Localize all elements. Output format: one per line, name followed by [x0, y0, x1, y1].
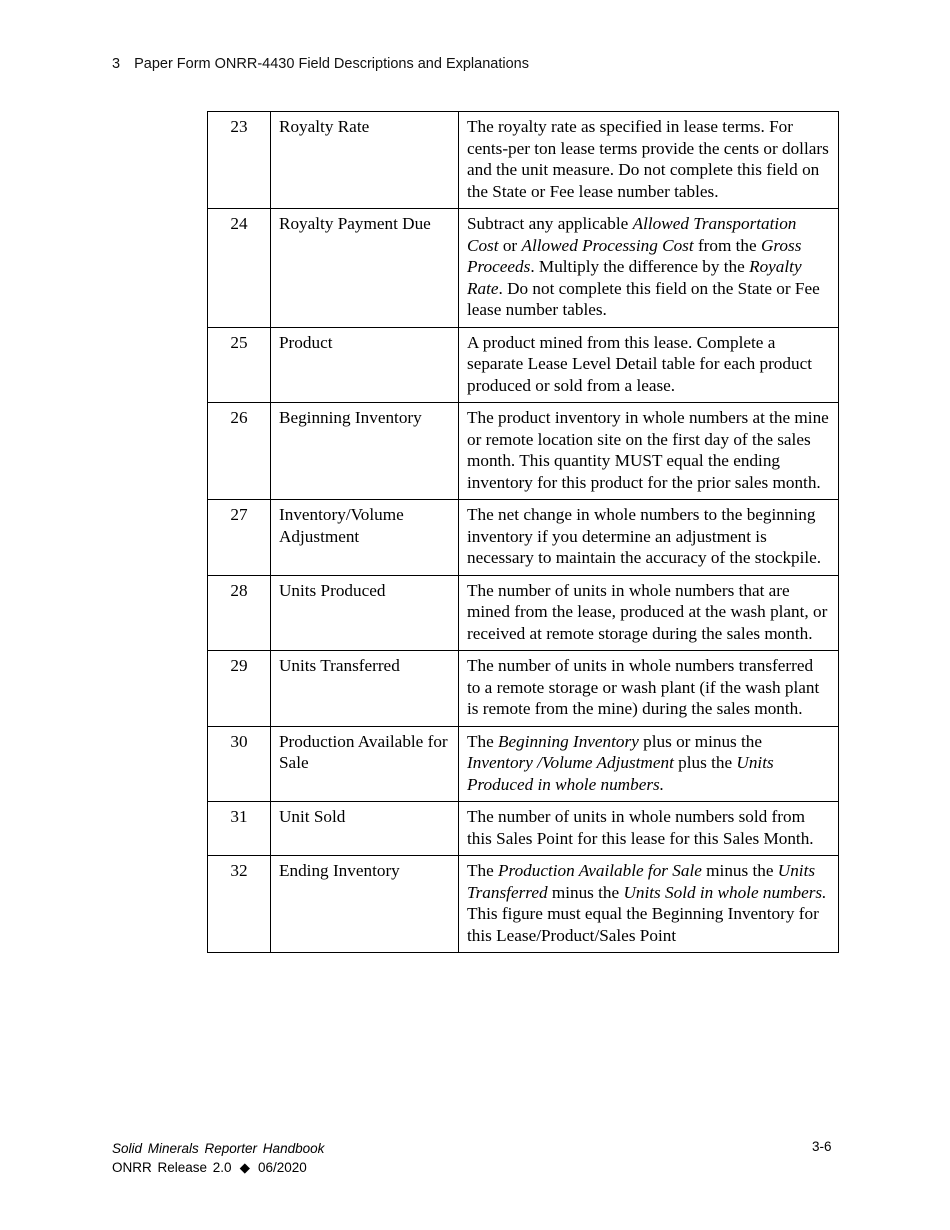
field-description [459, 403, 839, 500]
field-number: 31 [208, 802, 271, 856]
table-row [208, 651, 839, 727]
description-text: . Do not complete this field on the State or Fee lease number tables. [467, 278, 820, 319]
release-date: 06/2020 [257, 1160, 307, 1175]
description-text: minus the [547, 882, 624, 902]
table-row [208, 726, 839, 802]
description-text: The [467, 861, 499, 880]
field-number: 24 [208, 209, 271, 328]
description-text: plus or minus the [638, 731, 763, 751]
section-title: Paper Form ONRR-4430 Field Descriptions and Explanations [134, 56, 529, 72]
release-label: ONRR Release 2.0 [112, 1160, 232, 1175]
page-footer [112, 1139, 324, 1177]
field-description [459, 327, 839, 403]
description-text: . Multiply the difference by the [530, 257, 750, 276]
field-number: 26 [208, 403, 271, 500]
field-number: 32 [208, 856, 271, 953]
field-reference: Units Transferred [467, 861, 816, 902]
field-reference: Allowed Processing Cost [521, 235, 694, 255]
field-name: Inventory/Volume Adjustment [271, 500, 459, 576]
description-text: from the [693, 235, 761, 255]
description-text: The number of units in whole numbers that are mined from the lease, produced at the wash plant, or received at remote storage during the sales month. [467, 580, 828, 643]
description-text: The product inventory in whole numbers at the mine or remote location site on the first day of the sales month. This quantity MUST equal the ending inventory for this product for the prior sales month. [467, 408, 829, 492]
table-row [208, 802, 839, 856]
field-name: Unit Sold [271, 802, 459, 856]
field-description [459, 500, 839, 576]
description-text: The [467, 731, 499, 751]
field-description [459, 209, 839, 328]
field-reference: Inventory /Volume Adjustment [467, 753, 674, 772]
description-text: The net change in whole numbers to the beginning inventory if you determine an adjustment is necessary to maintain the accuracy of the stockpile. [467, 505, 822, 567]
field-description [459, 802, 839, 856]
field-number: 30 [208, 726, 271, 802]
description-text: The royalty rate as specified in lease terms. For cents-per ton lease terms provide the cents or dollars and the unit measure. Do not complete this field on the State or Fee lease number tables. [467, 117, 829, 201]
table-row [208, 500, 839, 576]
description-text: The number of units in whole numbers transferred to a remote storage or wash plant (if the wash plant is remote from the mine) during the sales month. [467, 656, 820, 718]
table-row [208, 209, 839, 328]
field-reference: Gross Proceeds [467, 235, 802, 276]
field-reference: Beginning Inventory [498, 731, 639, 751]
table-row [208, 327, 839, 403]
page-number: 3-6 [812, 1139, 832, 1154]
field-number: 25 [208, 327, 271, 403]
description-text: or [498, 235, 522, 255]
field-reference: Royalty Rate [467, 257, 802, 298]
field-name: Royalty Payment Due [271, 209, 459, 328]
field-number: 27 [208, 500, 271, 576]
field-reference: Allowed Transportation Cost [467, 214, 797, 255]
table-row [208, 112, 839, 209]
description-text: A product mined from this lease. Complete a separate Lease Level Detail table for each product produced or sold from a lease. [467, 332, 812, 395]
field-number: 28 [208, 575, 271, 651]
field-name: Royalty Rate [271, 112, 459, 209]
release-line [112, 1158, 324, 1177]
description-text: The number of units in whole numbers sold from this Sales Point for this lease for this Sales Month. [467, 807, 814, 848]
diamond-separator-icon: ◆ [239, 1160, 250, 1175]
field-description [459, 726, 839, 802]
page-header [112, 56, 529, 72]
field-name: Beginning Inventory [271, 403, 459, 500]
table-row [208, 856, 839, 953]
field-number: 23 [208, 112, 271, 209]
field-description-table [207, 111, 839, 953]
field-reference: Units Sold in whole numbers. [623, 882, 827, 902]
table-row [208, 403, 839, 500]
field-description [459, 651, 839, 727]
field-name: Product [271, 327, 459, 403]
table-row [208, 575, 839, 651]
description-text: This figure must equal the Beginning Inventory for this Lease/Product/Sales Point [467, 904, 819, 945]
field-description [459, 112, 839, 209]
description-text: plus the [673, 753, 737, 772]
field-name: Units Produced [271, 575, 459, 651]
field-number: 29 [208, 651, 271, 727]
field-name: Production Available for Sale [271, 726, 459, 802]
field-description [459, 856, 839, 953]
description-text: Subtract any applicable [467, 214, 633, 233]
handbook-title: Solid Minerals Reporter Handbook [112, 1141, 325, 1156]
field-reference: Production Available for Sale [498, 861, 702, 880]
section-number: 3 [112, 56, 121, 72]
field-description [459, 575, 839, 651]
field-reference: Units Produced in whole numbers. [467, 753, 774, 794]
field-name: Units Transferred [271, 651, 459, 727]
field-name: Ending Inventory [271, 856, 459, 953]
description-text: minus the [701, 861, 778, 880]
